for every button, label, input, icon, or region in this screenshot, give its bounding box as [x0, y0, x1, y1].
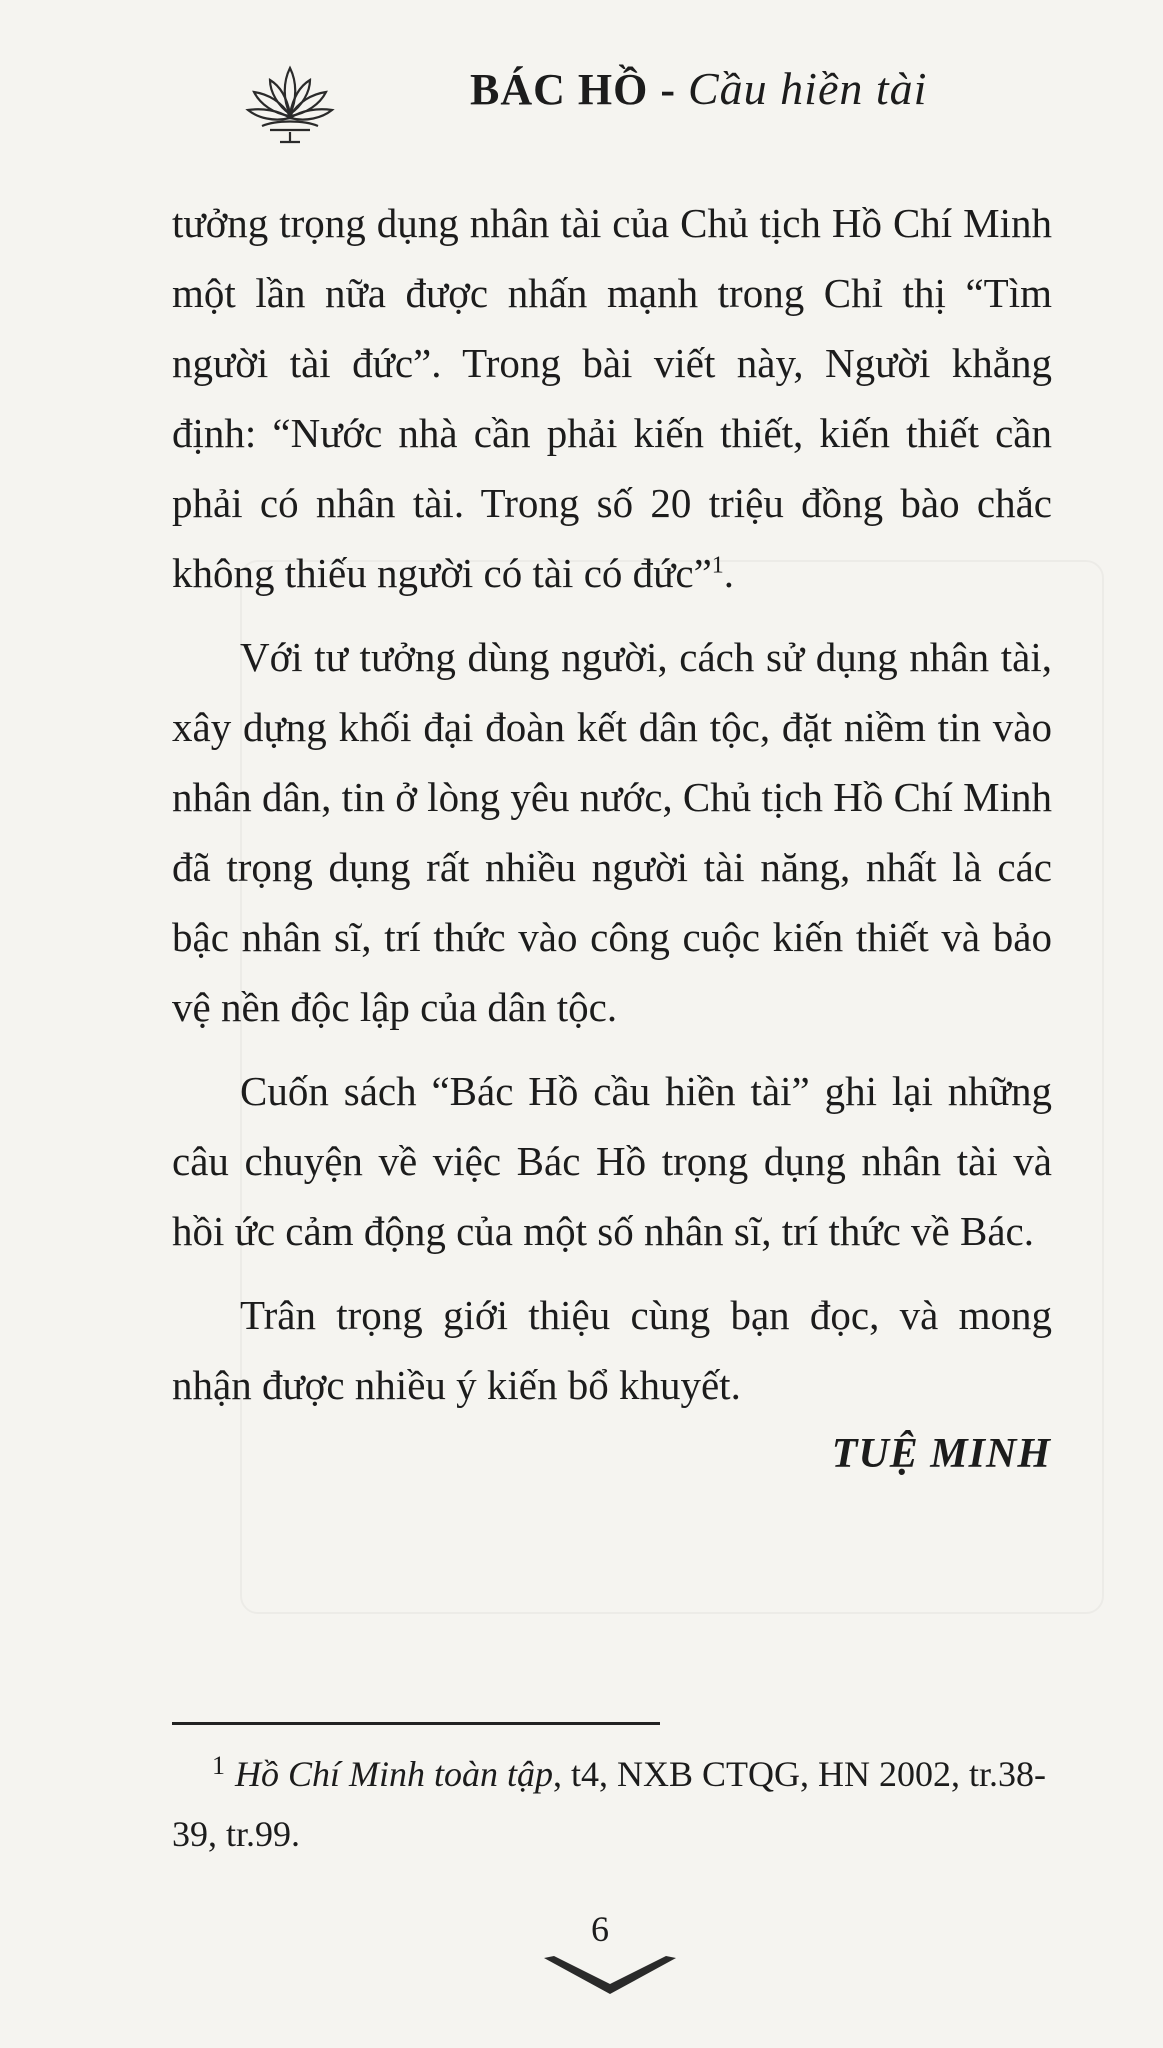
paragraph-2: Với tư tưởng dùng người, cách sử dụng nhân tài, xây dựng khối đại đoàn kết dân tộc, đặt niềm tin vào nhân dân, tin ở lòng yêu nước, Chủ tịch Hồ Chí Minh đã trọng dụng rất nhiều người tài năng, nhất là các bậc nhân sĩ, trí thức vào công cuộc kiến thiết và bảo vệ nền độc lập của dân tộc. — [172, 634, 1052, 1030]
paragraph-1 — [172, 188, 1052, 608]
body-text — [172, 188, 1052, 1434]
running-head — [470, 62, 927, 115]
page-header — [0, 40, 1163, 160]
paragraph-1-text: tưởng trọng dụng nhân tài của Chủ tịch Hồ Chí Minh một lần nữa được nhấn mạnh trong Chỉ thị “Tìm người tài đức”. Trong bài viết này, Người khẳng định: “Nước nhà cần phải kiến thiết, kiến thiết cần phải có nhân tài. Trong số 20 triệu đồng bào chắc không thiếu người có tài có đức” — [172, 200, 1052, 596]
footnote-title: Hồ Chí Minh toàn tập — [235, 1754, 554, 1794]
running-head-title: BÁC HỒ - — [470, 65, 688, 114]
running-head-subtitle: Cầu hiền tài — [688, 63, 928, 114]
paragraph-1-end: . — [723, 550, 735, 596]
footnote-divider — [172, 1722, 660, 1725]
chevron-ornament-icon — [540, 1950, 680, 2000]
footnote-mark: 1 — [212, 1751, 225, 1780]
footnote-text: , t4, NXB CTQG, HN 2002, tr.38-39, tr.99. — [172, 1754, 1047, 1854]
paragraph-4: Trân trọng giới thiệu cùng bạn đọc, và mong nhận được nhiều ý kiến bổ khuyết. — [172, 1292, 1052, 1408]
author-signature: TUỆ MINH — [831, 1431, 1051, 1477]
lotus-icon — [240, 50, 340, 150]
page-number: 6 — [591, 1909, 609, 1949]
paragraph-3: Cuốn sách “Bác Hồ cầu hiền tài” ghi lại những câu chuyện về việc Bác Hồ trọng dụng nhân tài và hồi ức cảm động của một số nhân sĩ, trí thức về Bác. — [172, 1068, 1052, 1254]
footnote-reference: 1 — [711, 552, 724, 579]
footnote — [172, 1736, 1052, 1864]
